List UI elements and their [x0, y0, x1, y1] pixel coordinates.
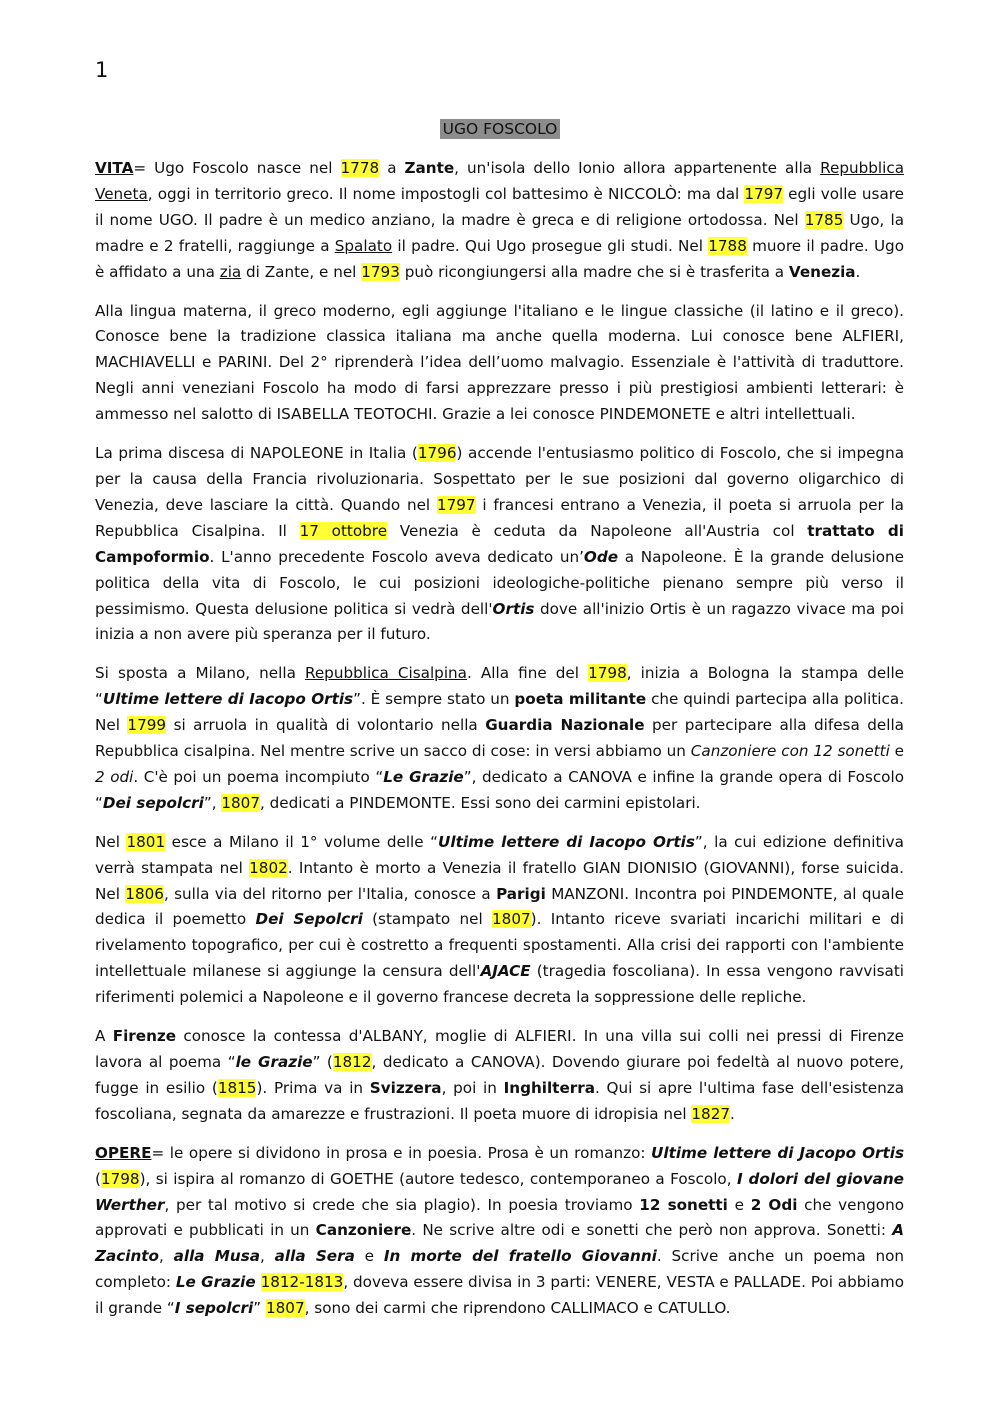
- underlined-text: Repubblica Cisalpina: [304, 664, 467, 683]
- emphasized-title: AJACE: [480, 962, 531, 981]
- emphasized-title: Le Grazie: [175, 1273, 256, 1292]
- text-run: ” (: [312, 1053, 333, 1071]
- text-run: MANZONI. Incontra poi PINDEMONTE, al quale dedica il poemetto: [95, 884, 904, 929]
- highlighted-text: 1802: [249, 858, 288, 877]
- text-run: ). Intanto riceve svariati incarichi militari e di rivelamento topografico, per cui è costretto a frequenti spostamenti. Alla crisi dei rapporti con l'ambiente intellettuale milanese si aggiunge la censura dell': [95, 910, 904, 981]
- text-run: = le opere si dividono in prosa e in poesia. Prosa è un romanzo:: [151, 1143, 652, 1162]
- bold-text: Zante: [404, 159, 455, 177]
- text-run: .: [730, 1104, 735, 1123]
- text-run: , sono dei carmi che riprendono CALLIMACO e CATULLO.: [304, 1299, 731, 1318]
- underlined-text: Repubblica Veneta: [95, 159, 904, 203]
- text-run: ), si ispira al romanzo di GOETHE (autore tedesco, contemporaneo a Foscolo,: [139, 1169, 737, 1188]
- text-run: a: [379, 159, 405, 177]
- text-run: e: [889, 742, 905, 761]
- text-run: ) accende l'entusiasmo politico di Foscolo, che si impegna per la causa della Francia rivoluzionaria. Sospettato per le sue posizioni dal governo oligarchico di Venezia, deve lasciare la città. Quando nel: [95, 444, 905, 514]
- text-run: , un'isola dello Ionio allora appartenente alla: [454, 159, 821, 177]
- text-run: che quindi partecipa alla politica. Nel: [95, 690, 904, 735]
- text-run: [256, 1273, 261, 1291]
- text-run: può ricongiungersi alla madre che si è trasferita a: [399, 262, 789, 281]
- emphasized-title: Dei sepolcri: [102, 793, 204, 812]
- highlighted-text: 1812: [332, 1053, 372, 1071]
- text-run: . Scrive anche un poema non completo:: [95, 1247, 904, 1292]
- highlighted-text: 1807: [492, 910, 531, 929]
- bold-text: Canzoniere: [315, 1221, 412, 1240]
- page-number: 1: [95, 58, 109, 82]
- highlighted-text: 1788: [708, 236, 747, 255]
- emphasized-title: Ode: [583, 547, 619, 566]
- text-run: = Ugo Foscolo nasce nel: [133, 159, 341, 177]
- bold-text: poeta militante: [514, 690, 647, 709]
- text-run: e: [727, 1195, 751, 1214]
- text-run: (tragedia foscoliana). In essa vengono ravvisati riferimenti polemici a Napoleone e il governo francese decreta la soppressione delle repliche.: [95, 962, 905, 1007]
- text-run: si arruola in qualità di volontario nella: [166, 716, 486, 735]
- text-run: muore il padre. Ugo è affidato a una: [95, 236, 904, 281]
- text-run: . Intanto è morto a Venezia il fratello GIAN DIONISIO (GIOVANNI), forse suicida. Nel: [95, 858, 904, 903]
- highlighted-text: 17 ottobre: [299, 521, 388, 540]
- highlighted-text: 1812-1813: [260, 1273, 344, 1292]
- highlighted-text: 1797: [744, 184, 784, 203]
- emphasized-title: In morte del fratello Giovanni: [383, 1247, 657, 1266]
- bold-text: Parigi: [496, 884, 546, 903]
- emphasized-title: I sepolcri: [174, 1299, 254, 1318]
- section-heading: VITA: [95, 159, 134, 177]
- text-run: Alla lingua materna, il greco moderno, egli aggiunge l'italiano e le lingue classiche (il latino e il greco). Conosce bene la tradizione classica italiana ma anche quella moderna. Lui conosce bene ALFIERI, MACHIAVELLI e PARINI. Del 2° riprenderà l’idea dell’uomo malvagio. Essenziale è l'attività di traduttore. Negli anni veneziani Foscolo ha modo di farsi apprezzare presso i più prestigiosi ambienti letterari: è ammesso nel salotto di ISABELLA TEOTOCHI. Grazie a lei conosce PINDEMONETE e altri intellettuali.: [95, 301, 904, 424]
- text-run: ”, la cui edizione definitiva verrà stampata nel: [95, 832, 904, 877]
- highlighted-text: 1798: [588, 664, 627, 683]
- text-run: . C'è poi un poema incompiuto “: [133, 767, 384, 786]
- highlighted-text: 1815: [217, 1078, 257, 1097]
- text-run: esce a Milano il 1° volume delle “: [165, 832, 439, 851]
- text-run: egli volle usare il nome UGO. Il padre è un medico anziano, la madre è greca e di religione ortodossa. Nel: [95, 184, 905, 229]
- text-run: , poi in: [441, 1078, 504, 1097]
- text-run: Nel: [95, 832, 127, 851]
- text-run: , oggi in territorio greco. Il nome impostogli col battesimo è NICCOLÒ: ma dal: [147, 184, 745, 203]
- text-run: ”. È sempre stato un: [353, 690, 515, 709]
- underlined-text: Spalato: [334, 236, 393, 255]
- text-run: (: [95, 1169, 101, 1188]
- text-run: . Alla fine del: [466, 664, 589, 683]
- text-run: , dedicati a PINDEMONTE. Essi sono dei carmini epistolari.: [260, 793, 701, 812]
- emphasized-title: le Grazie: [235, 1053, 313, 1071]
- emphasized-title: I dolori del giovane Werther: [95, 1169, 904, 1214]
- emphasized-title: Canzoniere con 12 sonetti: [690, 742, 890, 761]
- highlighted-text: 1827: [691, 1104, 731, 1123]
- highlighted-text: 1796: [417, 444, 457, 463]
- text-run: per partecipare alla difesa della Repubblica cisalpina. Nel mentre scrive un sacco di cose: in versi abbiamo un: [95, 716, 904, 761]
- text-run: ”,: [203, 793, 222, 812]
- highlighted-text: 1801: [126, 832, 166, 851]
- emphasized-title: Dei Sepolcri: [255, 910, 363, 929]
- paragraph-7: [95, 1141, 904, 1322]
- text-run: a Napoleone. È la grande delusione politica della vita di Foscolo, le cui posizioni ideologiche-politiche pienano sempre più verso il pessimismo. Questa delusione politica si vedrà dell': [95, 547, 904, 618]
- text-run: Ugo, la madre e 2 fratelli, raggiunge a: [95, 210, 905, 255]
- highlighted-text: 1793: [361, 262, 400, 281]
- underlined-text: zia: [219, 262, 242, 281]
- bold-text: trattato di Campoformio: [95, 521, 905, 566]
- paragraph-6: [95, 1024, 904, 1128]
- text-run: ”: [253, 1299, 266, 1318]
- highlighted-text: 1807: [265, 1299, 305, 1318]
- paragraph-5: [95, 830, 904, 1011]
- emphasized-title: alla Musa: [173, 1247, 261, 1266]
- document-body: [95, 156, 904, 1335]
- emphasized-title: Ultime lettere di Jacopo Ortis: [651, 1143, 904, 1162]
- emphasized-title: alla Sera: [274, 1247, 355, 1266]
- highlighted-text: 1798: [100, 1169, 140, 1188]
- bold-text: 12 sonetti: [639, 1195, 728, 1214]
- document-title: UGO FOSCOLO: [440, 119, 561, 139]
- text-run: , per tal motivo si crede che sia plagio). In poesia troviamo: [164, 1195, 640, 1214]
- emphasized-title: A Zacinto: [95, 1221, 905, 1266]
- highlighted-text: 1785: [804, 210, 844, 229]
- paragraph-4: [95, 661, 904, 816]
- text-run: . Qui si apre l'ultima fase dell'esistenza foscoliana, segnata da amarezze e frustrazioni. Il poeta muore di idropisia nel: [95, 1078, 905, 1123]
- text-run: Venezia è ceduta da Napoleone all'Austria col: [387, 521, 808, 540]
- bold-text: Svizzera: [369, 1078, 442, 1097]
- emphasized-title: Le Grazie: [383, 767, 464, 786]
- text-run: ”, dedicato a CANOVA e infine la grande opera di Foscolo “: [95, 767, 904, 812]
- text-run: ). Prima va in: [256, 1078, 370, 1097]
- text-run: ,: [260, 1247, 275, 1266]
- highlighted-text: 1778: [340, 159, 380, 177]
- text-run: e: [354, 1247, 384, 1266]
- emphasized-title: 2 odi: [95, 767, 134, 786]
- text-run: La prima discesa di NAPOLEONE in Italia (: [95, 444, 418, 463]
- title-wrapper: [0, 119, 1000, 139]
- bold-text: Inghilterra: [503, 1078, 595, 1097]
- text-run: . Ne scrive altre odi e sonetti che però non approva. Sonetti:: [411, 1221, 893, 1240]
- text-run: ,: [158, 1247, 174, 1266]
- text-run: conosce la contessa d'ALBANY, moglie di ALFIERI. In una villa sui colli nei pressi di Firenze lavora al poema “: [95, 1027, 905, 1071]
- paragraph-1: [95, 156, 904, 286]
- text-run: , sulla via del ritorno per l'Italia, conosce a: [163, 884, 497, 903]
- text-run: i francesi entrano a Venezia, il poeta si arruola per la Repubblica Cisalpina. Il: [95, 495, 904, 540]
- text-run: .: [855, 262, 861, 281]
- text-run: , inizia a Bologna la stampa delle “: [95, 664, 905, 709]
- text-run: , dedicato a CANOVA). Dovendo giurare poi fedeltà al nuovo potere, fugge in esilio (: [95, 1053, 904, 1097]
- emphasized-title: Ultime lettere di Iacopo Ortis: [438, 832, 695, 851]
- text-run: di Zante, e nel: [241, 262, 362, 281]
- highlighted-text: 1807: [221, 793, 261, 812]
- highlighted-text: 1806: [125, 884, 164, 903]
- text-run: , doveva essere divisa in 3 parti: VENERE, VESTA e PALLADE. Poi abbiamo il grande “: [95, 1273, 904, 1318]
- paragraph-3: [95, 441, 904, 648]
- emphasized-title: Ortis: [492, 599, 535, 618]
- text-run: . L'anno precedente Foscolo aveva dedicato un’: [209, 547, 584, 566]
- text-run: Si sposta a Milano, nella: [95, 664, 305, 683]
- paragraph-2: [95, 299, 904, 429]
- bold-text: Firenze: [112, 1027, 177, 1046]
- bold-text: Guardia Nazionale: [485, 716, 645, 735]
- text-run: il padre. Qui Ugo prosegue gli studi. Nel: [392, 236, 709, 255]
- text-run: A: [95, 1027, 113, 1046]
- text-run: che vengono approvati e pubblicati in un: [95, 1195, 904, 1240]
- bold-text: 2 Odi: [750, 1195, 798, 1214]
- bold-text: Venezia: [788, 262, 856, 281]
- emphasized-title: Ultime lettere di Iacopo Ortis: [102, 690, 354, 709]
- highlighted-text: 1797: [436, 495, 476, 514]
- section-heading: OPERE: [95, 1143, 152, 1162]
- text-run: (stampato nel: [362, 910, 493, 929]
- text-run: dove all'inizio Ortis è un ragazzo vivace ma poi inizia a non avere più speranza per il futuro.: [95, 599, 904, 644]
- highlighted-text: 1799: [127, 716, 167, 735]
